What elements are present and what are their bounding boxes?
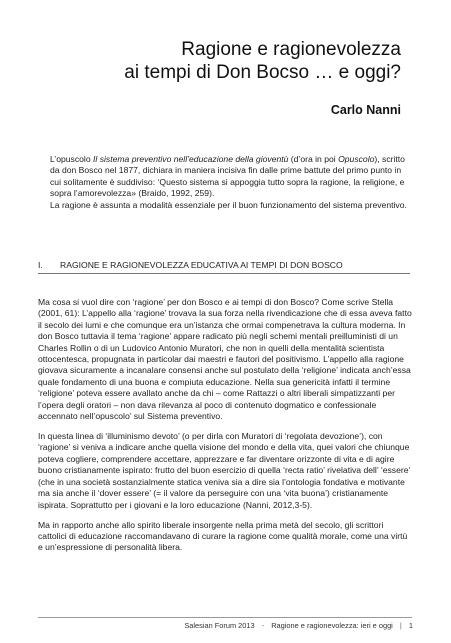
section-number: I. bbox=[38, 260, 43, 270]
intro-paragraph-2: La ragione è assunta a modalità essenziale per il buon funzionamento del sistema preventivo. bbox=[50, 199, 407, 210]
intro-segment: ), scritto da don Bosco nel 1877, dichiara in maniera incisiva fin dalle prime battute del primo punto in cui solitamente è suddiviso: ‘Questo sistema si appoggia tutto sopra la ragione, la religione, e sopra l’amorevolezza» (Braido, 1992, 259). bbox=[50, 154, 405, 199]
title-line-2: ai tempi di Don Bocso … e oggi? bbox=[124, 62, 401, 83]
footer-publication: Salesian Forum 2013 bbox=[184, 621, 255, 630]
intro-paragraph bbox=[50, 154, 410, 200]
document-title bbox=[124, 38, 401, 84]
body-paragraph: Ma in rapporto anche allo spirito liberale insorgente nella prima metà del secolo, gli scrittori cattolici di educazione raccomandavano di curare la ragione come qualità morale, come una virtù e un’espressione di personalità libera. bbox=[38, 519, 408, 553]
footer-separator: | bbox=[399, 621, 402, 630]
intro-segment: (d’ora in poi bbox=[288, 154, 339, 164]
section-title: RAGIONE E RAGIONEVOLEZZA EDUCATIVA AI TEMPI DI DON BOSCO bbox=[60, 260, 343, 270]
intro-segment-italic: Il sistema preventivo nell’educazione della gioventù bbox=[93, 154, 289, 164]
footer-article-title: Ragione e ragionevolezza: ieri e oggi bbox=[271, 621, 393, 630]
footer-divider bbox=[38, 617, 412, 618]
page-footer bbox=[184, 621, 413, 630]
section-heading bbox=[38, 260, 410, 270]
body-paragraph: In questa linea di ‘illuminismo devoto’ (o per dirla con Muratori di ‘regolata devozione’), con ‘ragione’ si veniva a indicare anche quella visione del mondo e della vita, quei valori che chiunque poteva cogliere, comprendere accettare, apprezzare e far diventare orizzonte di vita e di agire buono cristianamente ispirato: frutto del buon esercizio di quella ‘recta ratio’ rivelativa dell’ ‘essere’ (che in una società sostanzialmente statica veniva sia a dire sia l’ontologia fondativa e motivante ma sia anche il ‘dover essere’ (= il valore da perseguire con una ‘vita buona’) cristianamente ispirata. Soprattutto per i giovani e la loro educazione (Nanni, 2012,3-5). bbox=[38, 431, 411, 510]
intro-block bbox=[38, 154, 410, 211]
intro-segment-italic: Opuscolo bbox=[338, 154, 375, 164]
intro-segment: L’opuscolo bbox=[50, 154, 94, 164]
body-paragraph: Ma cosa si vuol dire con ‘ragione’ per don Bosco e ai tempi di don Bosco? Come scrive Stella (2001, 61): L’appello alla ‘ragione’ trovava la sua forza nella rivendicazione che di essa aveva fatto il secolo dei lumi e che comunque era un’istanza che ormai compenetrava la cultura moderna. In don Bosco tuttavia il tema ‘ragione’ appare radicato più negli schemi mentali preilluministi di un Charles Rollin o di un Ludovico Antonio Muratori, che non in quelli della mentalità scientista ottocentesca, propugnata in particolar dai maestri e fautori del positivismo. L’appello alla ragione giovava sicuramente a incanalare consensi anche sul postulato della ‘religione’ indicata anch’essa quale fondamento di una buona e compiuta educazione. Nella sua genericità infatti il termine ‘religione’ poteva essere avallato anche da chi – come Rattazzi o altri liberali simpatizzanti per l’opera degli oratori – non dava rilevanza al poco di contenuto dogmatico e confessionale accennato nell’opuscolo’ sul Sistema preventivo. bbox=[38, 297, 412, 422]
title-line-1: Ragione e ragionevolezza bbox=[181, 39, 401, 60]
section-divider bbox=[38, 273, 410, 274]
author-name: Carlo Nanni bbox=[330, 103, 401, 117]
page-number: 1 bbox=[408, 621, 413, 630]
body-text bbox=[38, 297, 412, 562]
footer-separator: - bbox=[261, 621, 265, 630]
